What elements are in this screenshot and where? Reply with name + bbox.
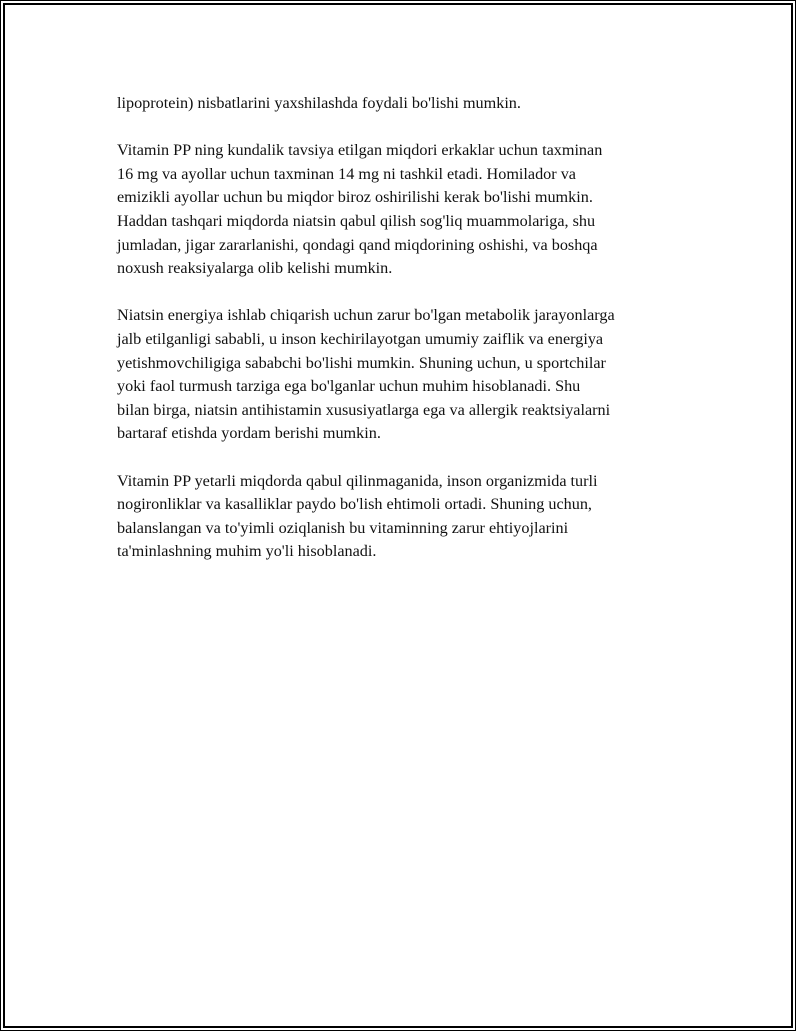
text-line: bartaraf etishda yordam berishi mumkin. (117, 424, 381, 443)
text-line: Vitamin PP ning kundalik tavsiya etilgan miqdori erkaklar uchun taxminan (117, 141, 603, 160)
paragraph (117, 470, 697, 564)
text-line: nogironliklar va kasalliklar paydo bo'lish ehtimoli ortadi. Shuning uchun, (117, 495, 592, 514)
paragraph (117, 92, 697, 116)
text-line: Haddan tashqari miqdorda niatsin qabul qilish sog'liq muammolariga, shu (117, 211, 596, 230)
text-line: Vitamin PP yetarli miqdorda qabul qilinmaganida, inson organizmida turli (117, 471, 598, 490)
text-line: emizikli ayollar uchun bu miqdor biroz oshirilishi kerak bo'lishi mumkin. (117, 188, 593, 207)
text-line: Niatsin energiya ishlab chiqarish uchun zarur bo'lgan metabolik jarayonlarga (117, 306, 615, 325)
text-line: balanslangan va to'yimli oziqlanish bu vitaminning zarur ehtiyojlarini (117, 518, 569, 537)
text-line: yoki faol turmush tarziga ega bo'lganlar uchun muhim hisoblanadi. Shu (117, 377, 581, 396)
paragraph (117, 304, 697, 446)
text-line: jalb etilganligi sababli, u inson kechirilayotgan umumiy zaiflik va energiya (117, 329, 604, 348)
text-line: ta'minlashning muhim yo'li hisoblanadi. (117, 542, 377, 561)
paragraph (117, 139, 697, 281)
text-line: 16 mg va ayollar uchun taxminan 14 mg ni tashkil etadi. Homilador va (117, 164, 576, 183)
document-body (117, 92, 697, 587)
text-line: lipoprotein) nisbatlarini yaxshilashda foydali bo'lishi mumkin. (117, 94, 521, 112)
text-line: yetishmovchiligiga sababchi bo'lishi mumkin. Shuning uchun, u sportchilar (117, 353, 606, 372)
text-line: noxush reaksiyalarga olib kelishi mumkin. (117, 259, 393, 278)
text-line: bilan birga, niatsin antihistamin xususiyatlarga ega va allergik reaktsiyalarni (117, 400, 611, 419)
text-line: jumladan, jigar zararlanishi, qondagi qand miqdorining oshishi, va boshqa (117, 235, 598, 254)
